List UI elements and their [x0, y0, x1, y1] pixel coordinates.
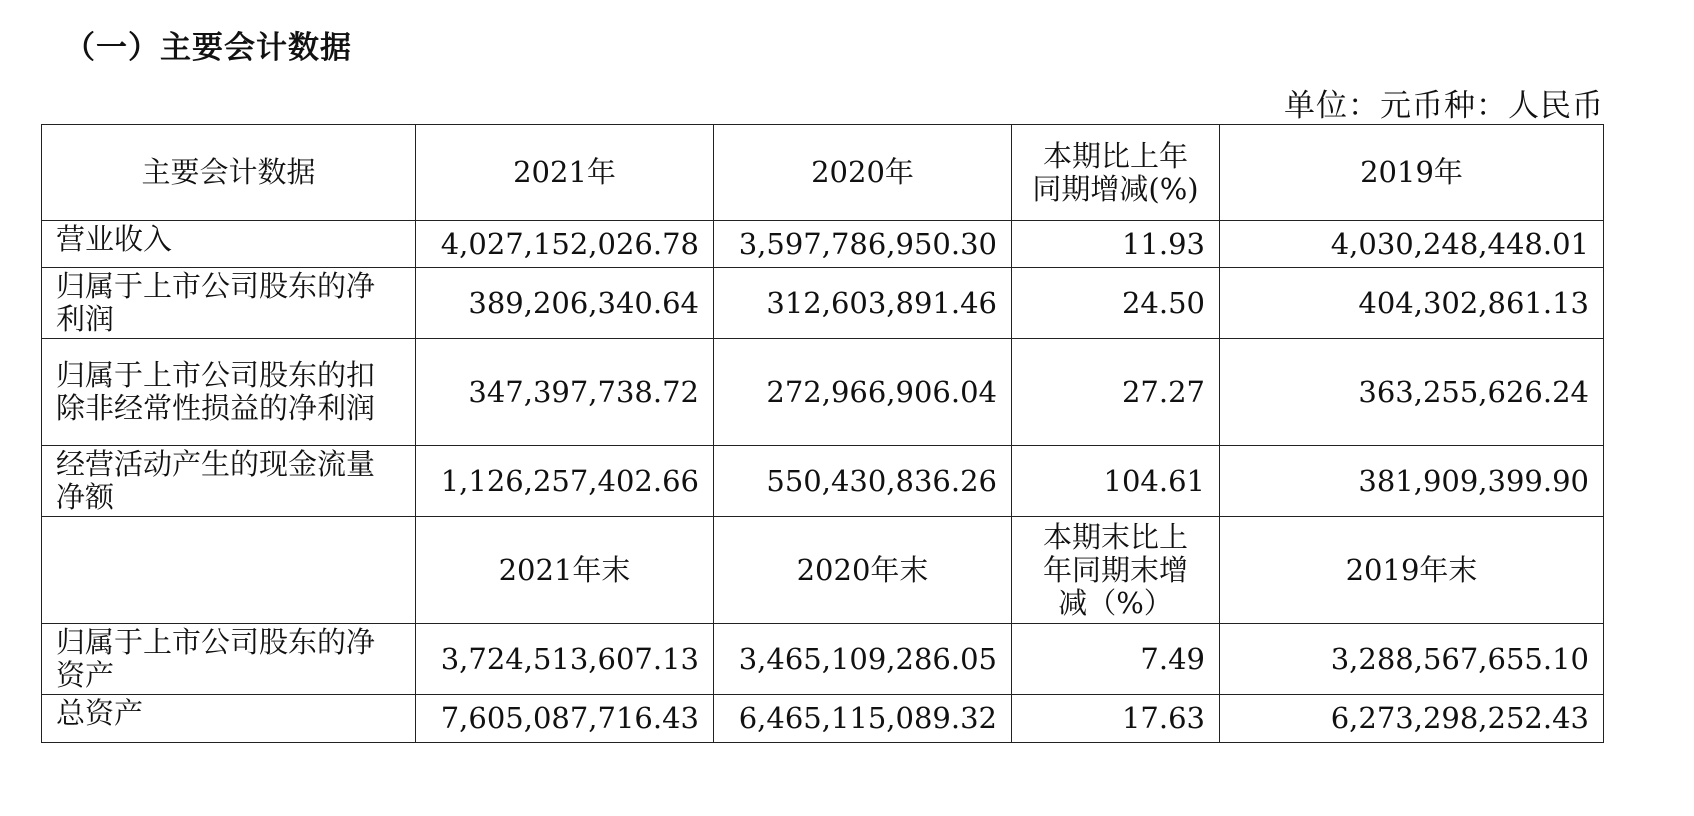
value-cell: 3,597,786,950.30 — [714, 221, 1012, 268]
row-label: 归属于上市公司股东的净资产 — [42, 624, 416, 695]
table-row — [42, 339, 1604, 446]
header-cell: 2020年末 — [714, 517, 1012, 624]
header-cell: 2020年 — [714, 125, 1012, 221]
header-cell: 本期比上年同期增减(%) — [1012, 125, 1220, 221]
header-cell: 2021年 — [416, 125, 714, 221]
value-cell: 272,966,906.04 — [714, 339, 1012, 446]
table-row — [42, 695, 1604, 743]
row-label: 营业收入 — [42, 221, 416, 268]
table-row — [42, 624, 1604, 695]
value-cell: 6,273,298,252.43 — [1220, 695, 1604, 743]
value-cell: 3,724,513,607.13 — [416, 624, 714, 695]
table-row — [42, 221, 1604, 268]
value-cell: 4,027,152,026.78 — [416, 221, 714, 268]
value-cell: 24.50 — [1012, 268, 1220, 339]
value-cell: 11.93 — [1012, 221, 1220, 268]
table-subheader-row — [42, 517, 1604, 624]
row-label: 归属于上市公司股东的扣除非经常性损益的净利润 — [42, 339, 416, 446]
value-cell: 312,603,891.46 — [714, 268, 1012, 339]
value-cell: 381,909,399.90 — [1220, 446, 1604, 517]
section-title: （一）主要会计数据 — [64, 30, 352, 66]
value-cell: 7.49 — [1012, 624, 1220, 695]
value-cell: 6,465,115,089.32 — [714, 695, 1012, 743]
table-header-row — [42, 125, 1604, 221]
row-label: 总资产 — [42, 695, 416, 743]
header-cell: 本期末比上年同期末增减（%） — [1012, 517, 1220, 624]
table-row — [42, 446, 1604, 517]
header-cell: 2021年末 — [416, 517, 714, 624]
value-cell: 3,465,109,286.05 — [714, 624, 1012, 695]
value-cell: 7,605,087,716.43 — [416, 695, 714, 743]
value-cell: 17.63 — [1012, 695, 1220, 743]
header-cell — [42, 517, 416, 624]
header-cell: 2019年末 — [1220, 517, 1604, 624]
header-cell: 主要会计数据 — [42, 125, 416, 221]
value-cell: 4,030,248,448.01 — [1220, 221, 1604, 268]
header-cell: 2019年 — [1220, 125, 1604, 221]
value-cell: 104.61 — [1012, 446, 1220, 517]
value-cell: 1,126,257,402.66 — [416, 446, 714, 517]
value-cell: 404,302,861.13 — [1220, 268, 1604, 339]
table-row — [42, 268, 1604, 339]
value-cell: 363,255,626.24 — [1220, 339, 1604, 446]
row-label: 经营活动产生的现金流量净额 — [42, 446, 416, 517]
unit-currency-note: 单位：元币种：人民币 — [1284, 88, 1604, 124]
value-cell: 389,206,340.64 — [416, 268, 714, 339]
value-cell: 3,288,567,655.10 — [1220, 624, 1604, 695]
value-cell: 550,430,836.26 — [714, 446, 1012, 517]
row-label: 归属于上市公司股东的净利润 — [42, 268, 416, 339]
value-cell: 347,397,738.72 — [416, 339, 714, 446]
value-cell: 27.27 — [1012, 339, 1220, 446]
accounting-data-table — [41, 124, 1604, 743]
